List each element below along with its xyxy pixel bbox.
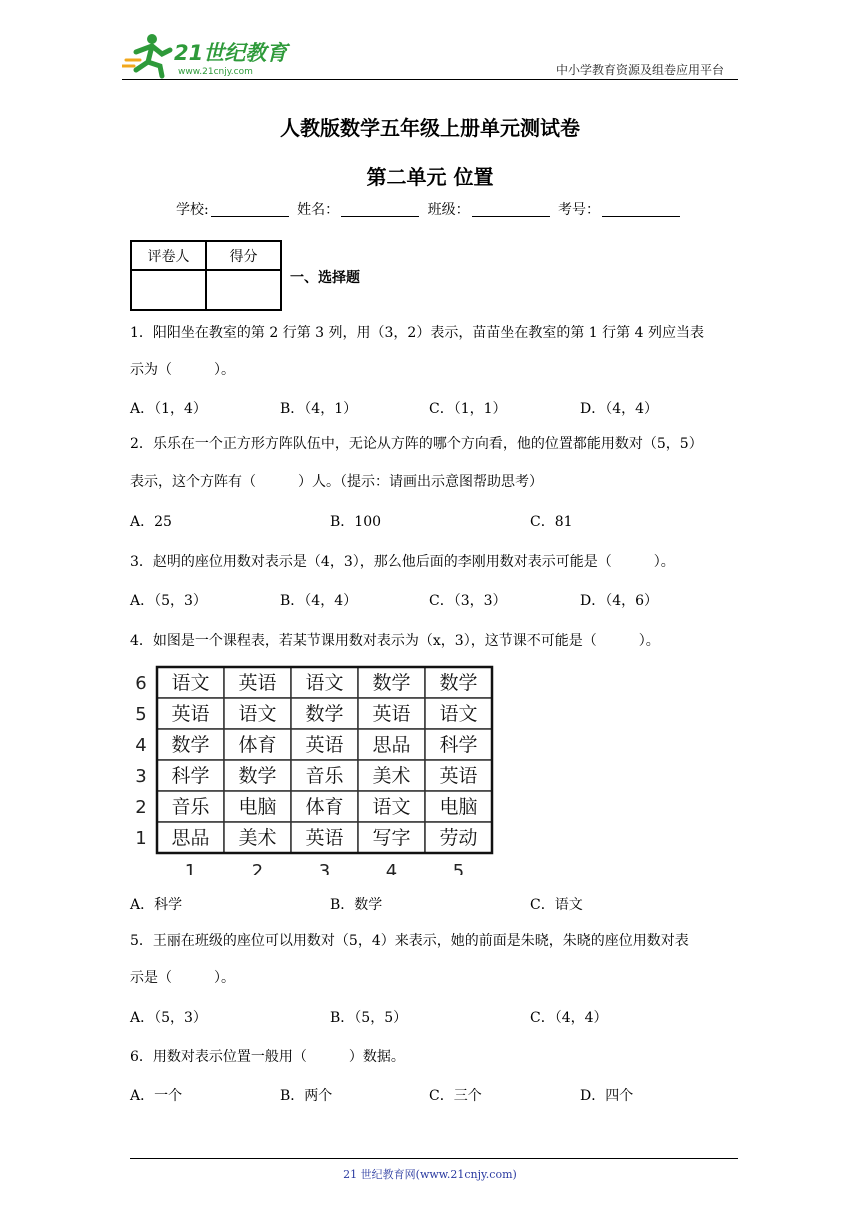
schedule-figure <box>130 665 500 875</box>
exam-no-label: 考号： <box>558 202 601 218</box>
schedule-row-label: 2 <box>135 797 147 818</box>
schedule-cell-text: 美术 <box>372 765 411 787</box>
q3-option-a: A．（5，3） <box>130 593 207 609</box>
q3-option-d: D．（4，6） <box>580 593 659 609</box>
question-1-line-1: 1．阳阳坐在教室的第 2 行第 3 列，用（3，2）表示，苗苗坐在教室的第 1 行第 4 列应当表 <box>130 325 704 341</box>
score-table <box>130 240 282 311</box>
exam-title: 人教版数学五年级上册单元测试卷 <box>280 116 580 140</box>
reviewer-cell[interactable] <box>131 270 206 310</box>
schedule-cell-text: 科学 <box>439 734 478 756</box>
q2-option-c: C．81 <box>530 514 573 530</box>
schedule-cell-text: 数学 <box>439 672 478 694</box>
platform-name: 中小学教育资源及组卷应用平台 <box>555 63 724 77</box>
schedule-cell-text: 英语 <box>305 734 344 756</box>
question-1-line-2: 示为（ ）。 <box>130 362 235 378</box>
name-field[interactable] <box>341 202 419 217</box>
schedule-cell-text: 英语 <box>439 765 478 787</box>
schedule-cell-text: 音乐 <box>171 796 210 818</box>
schedule-row-label: 3 <box>135 766 147 787</box>
schedule-col-label: 1 <box>184 861 197 875</box>
schedule-cell-text: 体育 <box>238 734 277 756</box>
schedule-cell-text: 英语 <box>238 672 277 694</box>
schedule-cell-text: 数学 <box>305 703 344 725</box>
q1-option-d: D．（4，4） <box>580 401 659 417</box>
logo-url: www.21cnjy.com <box>178 67 253 77</box>
schedule-cell-text: 语文 <box>171 672 210 694</box>
q1-option-b: B．（4，1） <box>280 401 358 417</box>
q4-option-c: C．语文 <box>530 897 583 913</box>
reviewer-header: 评卷人 <box>131 241 206 270</box>
runner-icon <box>122 34 170 76</box>
schedule-cell-text: 音乐 <box>305 765 344 787</box>
question-3-line-1: 3．赵明的座位用数对表示是（4，3），那么他后面的李刚用数对表示可能是（ ）。 <box>130 554 675 570</box>
footer-source: 21 世纪教育网(www.21cnjy.com) <box>343 1168 517 1181</box>
schedule-grid <box>130 665 500 875</box>
footer-divider <box>130 1158 738 1159</box>
schedule-row-label: 6 <box>135 673 147 694</box>
header-divider <box>122 79 738 80</box>
schedule-cell-text: 科学 <box>171 765 210 787</box>
q3-option-c: C．（3，3） <box>429 593 507 609</box>
q3-option-b: B．（4，4） <box>280 593 358 609</box>
site-logo <box>122 30 292 82</box>
school-label: 学校: <box>175 202 209 218</box>
score-cell[interactable] <box>206 270 281 310</box>
schedule-row-label: 5 <box>135 704 147 725</box>
q6-option-b: B．两个 <box>280 1088 333 1104</box>
question-5-line-1: 5．王丽在班级的座位可以用数对（5，4）来表示，她的前面是朱晓，朱晓的座位用数对表 <box>130 933 689 949</box>
schedule-row-label: 1 <box>135 828 147 849</box>
schedule-col-label: 2 <box>251 861 264 875</box>
name-label: 姓名： <box>297 202 340 218</box>
schedule-cell-text: 数学 <box>171 734 210 756</box>
schedule-col-label: 3 <box>318 861 331 875</box>
q6-option-d: D．四个 <box>580 1088 634 1104</box>
exam-no-field[interactable] <box>602 202 680 217</box>
class-field[interactable] <box>472 202 550 217</box>
q2-option-a: A．25 <box>130 514 172 530</box>
schedule-cell-text: 思品 <box>372 734 411 756</box>
schedule-row-label: 4 <box>135 735 147 756</box>
q5-option-b: B．（5，5） <box>330 1010 408 1026</box>
logo-text: 21世纪教育 <box>174 41 288 65</box>
schedule-cell-text: 劳动 <box>439 827 478 849</box>
schedule-col-label: 4 <box>385 861 398 875</box>
q5-option-c: C．（4，4） <box>530 1010 608 1026</box>
q1-option-a: A．（1，4） <box>130 401 207 417</box>
schedule-cell-text: 数学 <box>372 672 411 694</box>
schedule-cell-text: 英语 <box>171 703 210 725</box>
q1-option-c: C．（1，1） <box>429 401 507 417</box>
class-label: 班级： <box>427 202 470 218</box>
unit-title: 第二单元 位置 <box>366 165 494 189</box>
schedule-cell-text: 美术 <box>238 827 277 849</box>
q6-option-c: C．三个 <box>429 1088 482 1104</box>
q5-option-a: A．（5，3） <box>130 1010 207 1026</box>
schedule-cell-text: 语文 <box>439 703 478 725</box>
question-4-line-1: 4．如图是一个课程表，若某节课用数对表示为（x，3），这节课不可能是（ ）。 <box>130 633 660 649</box>
question-2-line-1: 2．乐乐在一个正方形方阵队伍中，无论从方阵的哪个方向看，他的位置都能用数对（5，5） <box>130 436 703 452</box>
q4-option-b: B．数学 <box>330 897 383 913</box>
schedule-cell-text: 语文 <box>238 703 277 725</box>
q6-option-a: A．一个 <box>130 1088 183 1104</box>
q4-option-a: A．科学 <box>130 897 183 913</box>
score-header: 得分 <box>206 241 281 270</box>
question-6-line-1: 6．用数对表示位置一般用（ ）数据。 <box>130 1049 405 1065</box>
schedule-cell-text: 写字 <box>372 827 411 849</box>
schedule-cell-text: 数学 <box>238 765 277 787</box>
schedule-cell-text: 思品 <box>171 827 210 849</box>
schedule-cell-text: 英语 <box>372 703 411 725</box>
schedule-cell-text: 体育 <box>305 796 344 818</box>
student-info <box>0 199 860 219</box>
schedule-cell-text: 英语 <box>305 827 344 849</box>
question-2-line-2: 表示，这个方阵有（ ）人。（提示：请画出示意图帮助思考） <box>130 474 543 490</box>
schedule-cell-text: 语文 <box>372 796 411 818</box>
question-5-line-2: 示是（ ）。 <box>130 970 235 986</box>
schedule-cell-text: 电脑 <box>439 796 478 818</box>
schedule-col-label: 5 <box>452 861 465 875</box>
schedule-cell-text: 电脑 <box>238 796 277 818</box>
q2-option-b: B．100 <box>330 514 382 530</box>
school-field[interactable] <box>211 202 289 217</box>
schedule-cell-text: 语文 <box>305 672 344 694</box>
section-heading: 一、选择题 <box>290 270 360 286</box>
